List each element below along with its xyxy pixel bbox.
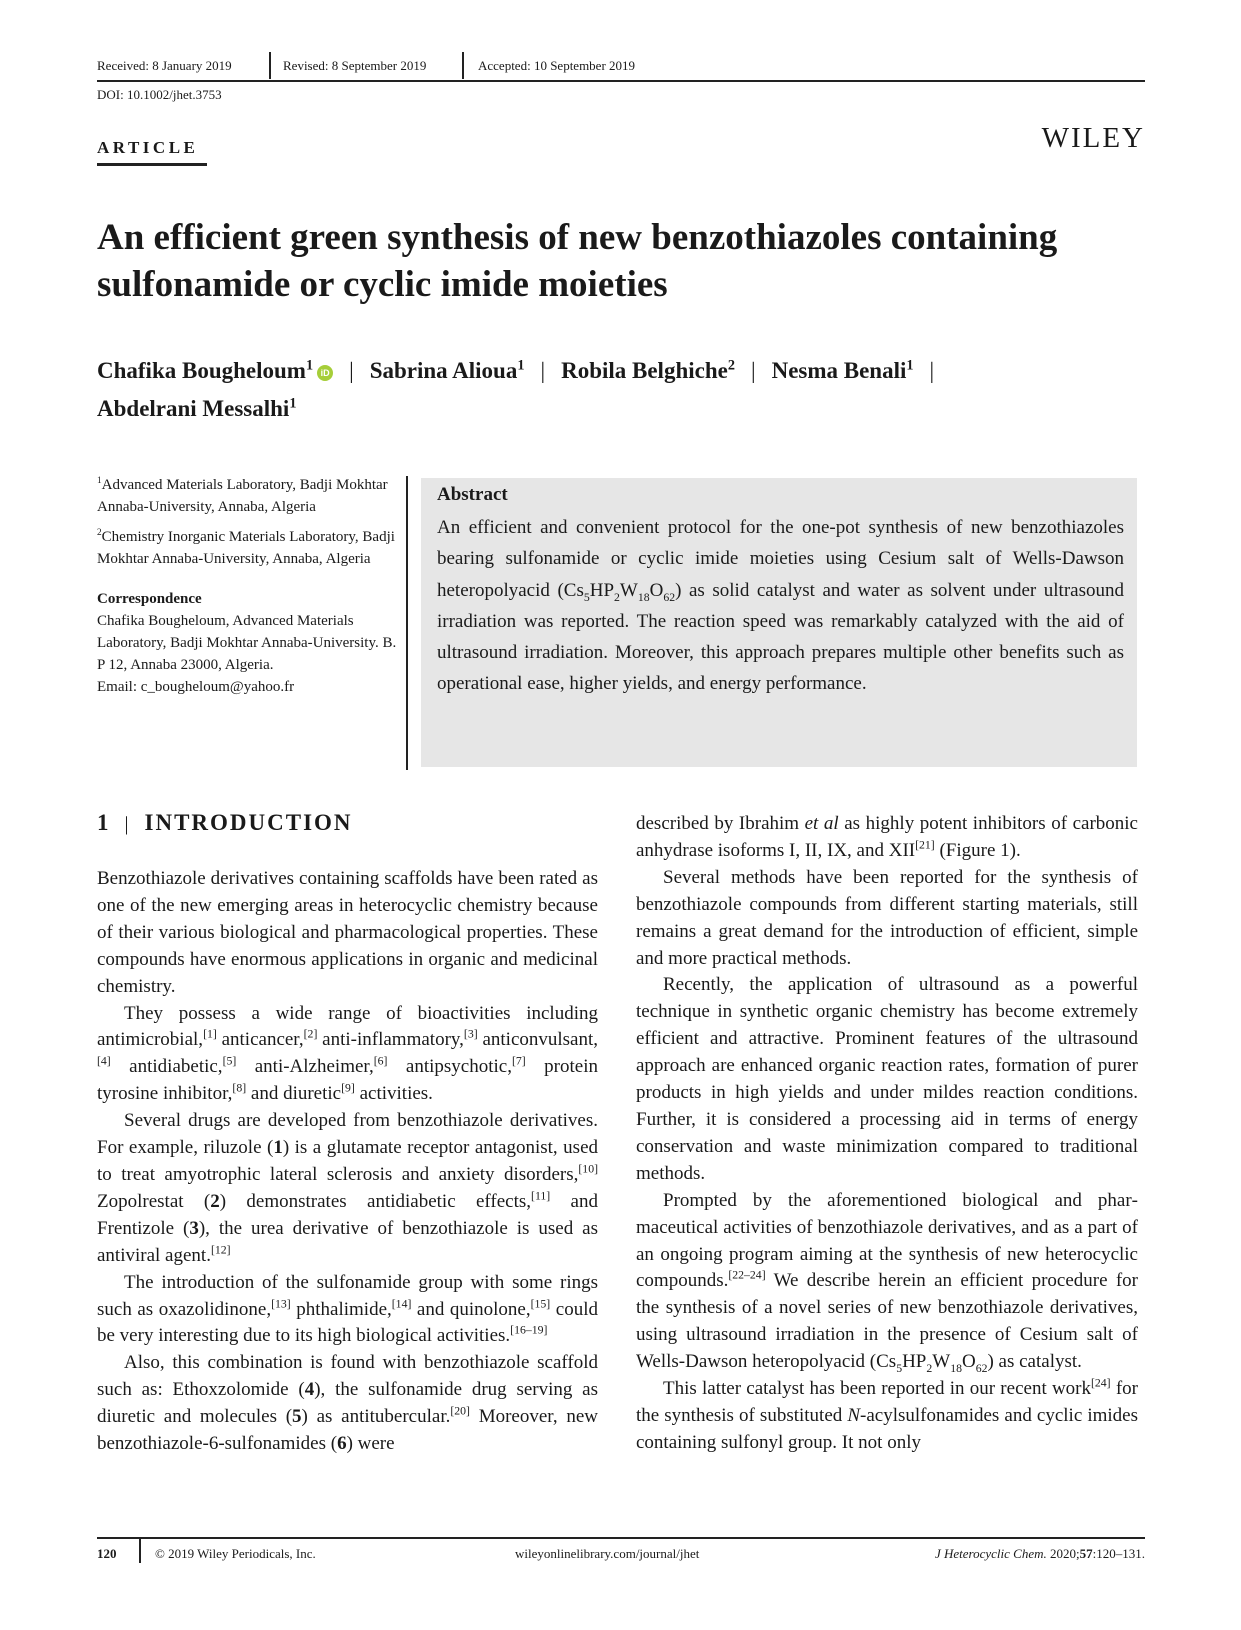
- author-separator: |: [929, 358, 935, 383]
- author-separator: |: [540, 358, 546, 383]
- abstract-text: An efficient and convenient protocol for the one-pot synthesis of new benzothiazoles bearing sulfonamide or cyclic imide moieties using Cesium salt of Wells-Dawson heteropolyacid $(Cs_5HP_2W_{18}O_{62})$ as solid catalyst and water as solvent under ultrasound irradiation was reported. The reaction speed was remarkably catalyzed with the aid of ultrasound irradiation. Moreover, this approach prepares multiple other benefits such as operational ease, higher yields, and energy performance.: [437, 517, 1124, 695]
- section-heading: [97, 810, 353, 836]
- body-paragraph: Benzothiazole derivatives containing scaffolds have been rated as one of the new emerging areas in heterocyclic chemistry because of their various biological and pharmacological properties. These compounds have enormous applications in organic and medicinal chemistry.: [97, 868, 598, 997]
- article-label-underline: [97, 163, 207, 166]
- journal-citation: J Heterocyclic Chem. 2020;57:120–131.: [934, 1546, 1145, 1561]
- correspondence-text: Chafika Bougheloum, Advanced Materials Laboratory, Badji Mokhtar Annaba-University. B. P 12, Annaba 23000, Algeria.: [97, 613, 397, 673]
- author-separator: |: [750, 358, 756, 383]
- publisher-logo: WILEY: [1041, 122, 1145, 154]
- accepted-date: Accepted: 10 September 2019: [478, 58, 636, 73]
- section-number: 1: [97, 810, 111, 835]
- journal-url[interactable]: wileyonlinelibrary.com/journal/jhet: [515, 1546, 700, 1561]
- header-rule: [97, 80, 1145, 82]
- author-name[interactable]: Nesma Benali$^1$: [771, 357, 914, 383]
- body-paragraph: Several drugs are developed from benzothiazole derivatives. For example, riluzole (1) is a glutamate receptor antagonist, used to treat amyotrophic lateral sclerosis and anxiety disorders,[10] Zopolrestat (2) demonstrates antidiabetic effects,[11] and Frentizole (3), the urea derivative of benzothiazole is used as antiviral agent.[12]: [97, 1110, 598, 1266]
- divider: [462, 52, 464, 79]
- page-number: 120: [97, 1546, 117, 1561]
- orcid-icon[interactable]: iD: [317, 365, 333, 381]
- article-type-label: ARTICLE: [97, 138, 199, 157]
- body-paragraph: described by Ibrahim et al as highly potent inhibitors of carbonic anhydrase isoforms I, II, IX, and XII[21] (Figure 1).: [636, 813, 1138, 861]
- body-paragraph: Recently, the application of ultrasound as a powerful technique in synthetic organic chemistry has become extremely efficient and attractive. Prominent features of the ultrasound approach are enhanced organic reaction rates, formation of purer products in high yields and under mildes reaction conditions. Further, it is considered a processing aid in terms of energy conservation and waste minimization compared to traditional methods.: [636, 974, 1138, 1184]
- correspondence-email[interactable]: Email: c_bougheloum@yahoo.fr: [97, 679, 295, 695]
- revised-date: Revised: 8 September 2019: [283, 58, 427, 73]
- body-paragraph: Also, this combination is found with benzothiazole scaffold such as: Ethoxzolomide (4), the sulfonamide drug serving as diuretic and molecules (5) as antitubercular.[20] Moreover, new benzothiazole-6-sulfonamides (6) were: [97, 1352, 598, 1455]
- paper-title: An efficient green synthesis of new benzothiazoles containing sulfonamide or cyclic imide moieties: [97, 217, 1058, 305]
- affiliation: $^1$Advanced Materials Laboratory, Badji Mokhtar Annaba-University, Annaba, Algeria: [97, 476, 388, 515]
- copyright: © 2019 Wiley Periodicals, Inc.: [155, 1546, 316, 1561]
- section-title: INTRODUCTION: [144, 810, 353, 835]
- body-paragraph: Prompted by the aforementioned biological and pharmaceutical activities of benzothiazole derivatives, and as a part of an ongoing program aiming at the synthesis of new heterocyclic compounds.[22–24] We describe herein an efficient procedure for the synthesis of a novel series of new benzothiazole derivatives, using ultrasound irradiation in the presence of Cesium salt of Wells-Dawson heteropolyacid $(Cs_5HP_2W_{18}O_{62})$ as catalyst.: [636, 1189, 1138, 1375]
- publication-dates: [97, 58, 1145, 80]
- body-column-left: [97, 866, 598, 1458]
- affiliations: [97, 474, 397, 570]
- sidebar-divider: [406, 476, 408, 770]
- footer-rule: [97, 1537, 1145, 1539]
- divider: [269, 52, 271, 79]
- doi[interactable]: DOI: 10.1002/jhet.3753: [97, 87, 222, 102]
- section-separator: |: [124, 813, 131, 835]
- body-column-right: [636, 811, 1138, 1457]
- correspondence-heading: Correspondence: [97, 591, 202, 607]
- body-paragraph: They possess a wide range of bioactivities including antimicrobial,[1] anticancer,[2] anti-inflammatory,[3] anticonvulsant,[4] antidiabetic,[5] anti-Alzheimer,[6] antipsychotic,[7] protein tyrosine inhibitor,[8] and diuretic[9] activities.: [97, 1002, 599, 1105]
- author-name[interactable]: Sabrina Alioua$^1$: [369, 357, 525, 383]
- body-paragraph: This latter catalyst has been reported in our recent work[24] for the synthesis of substituted N-acylsulfonamides and cyclic imides containing sulfonyl group. It not only: [636, 1376, 1138, 1453]
- author-separator: |: [349, 358, 354, 383]
- abstract-heading: Abstract: [437, 484, 508, 505]
- author-name[interactable]: Chafika Bougheloum$^1$: [97, 357, 314, 383]
- sidebar: [97, 474, 397, 698]
- author-name[interactable]: Abdelrani Messalhi$^1$: [97, 395, 297, 421]
- divider: [139, 1539, 141, 1563]
- received-date: Received: 8 January 2019: [97, 58, 232, 73]
- affiliation: $^2$Chemistry Inorganic Materials Laboratory, Badji Mokhtar Annaba-University, Annaba, Algeria: [97, 528, 395, 567]
- body-paragraph: Several methods have been reported for the synthesis of benzothiazole compounds from different starting materials, still remains a great demand for the introduction of efficient, simple and more practical methods.: [636, 866, 1138, 969]
- author-list: [97, 352, 1157, 428]
- page-footer: [97, 1546, 1145, 1564]
- author-name[interactable]: Robila Belghiche$^2$: [561, 357, 735, 383]
- body-paragraph: The introduction of the sulfonamide group with some rings such as oxazolidinone,[13] phthalimide,[14] and quinolone,[15] could be very interesting due to its high biological activities.[16–19]: [97, 1271, 598, 1347]
